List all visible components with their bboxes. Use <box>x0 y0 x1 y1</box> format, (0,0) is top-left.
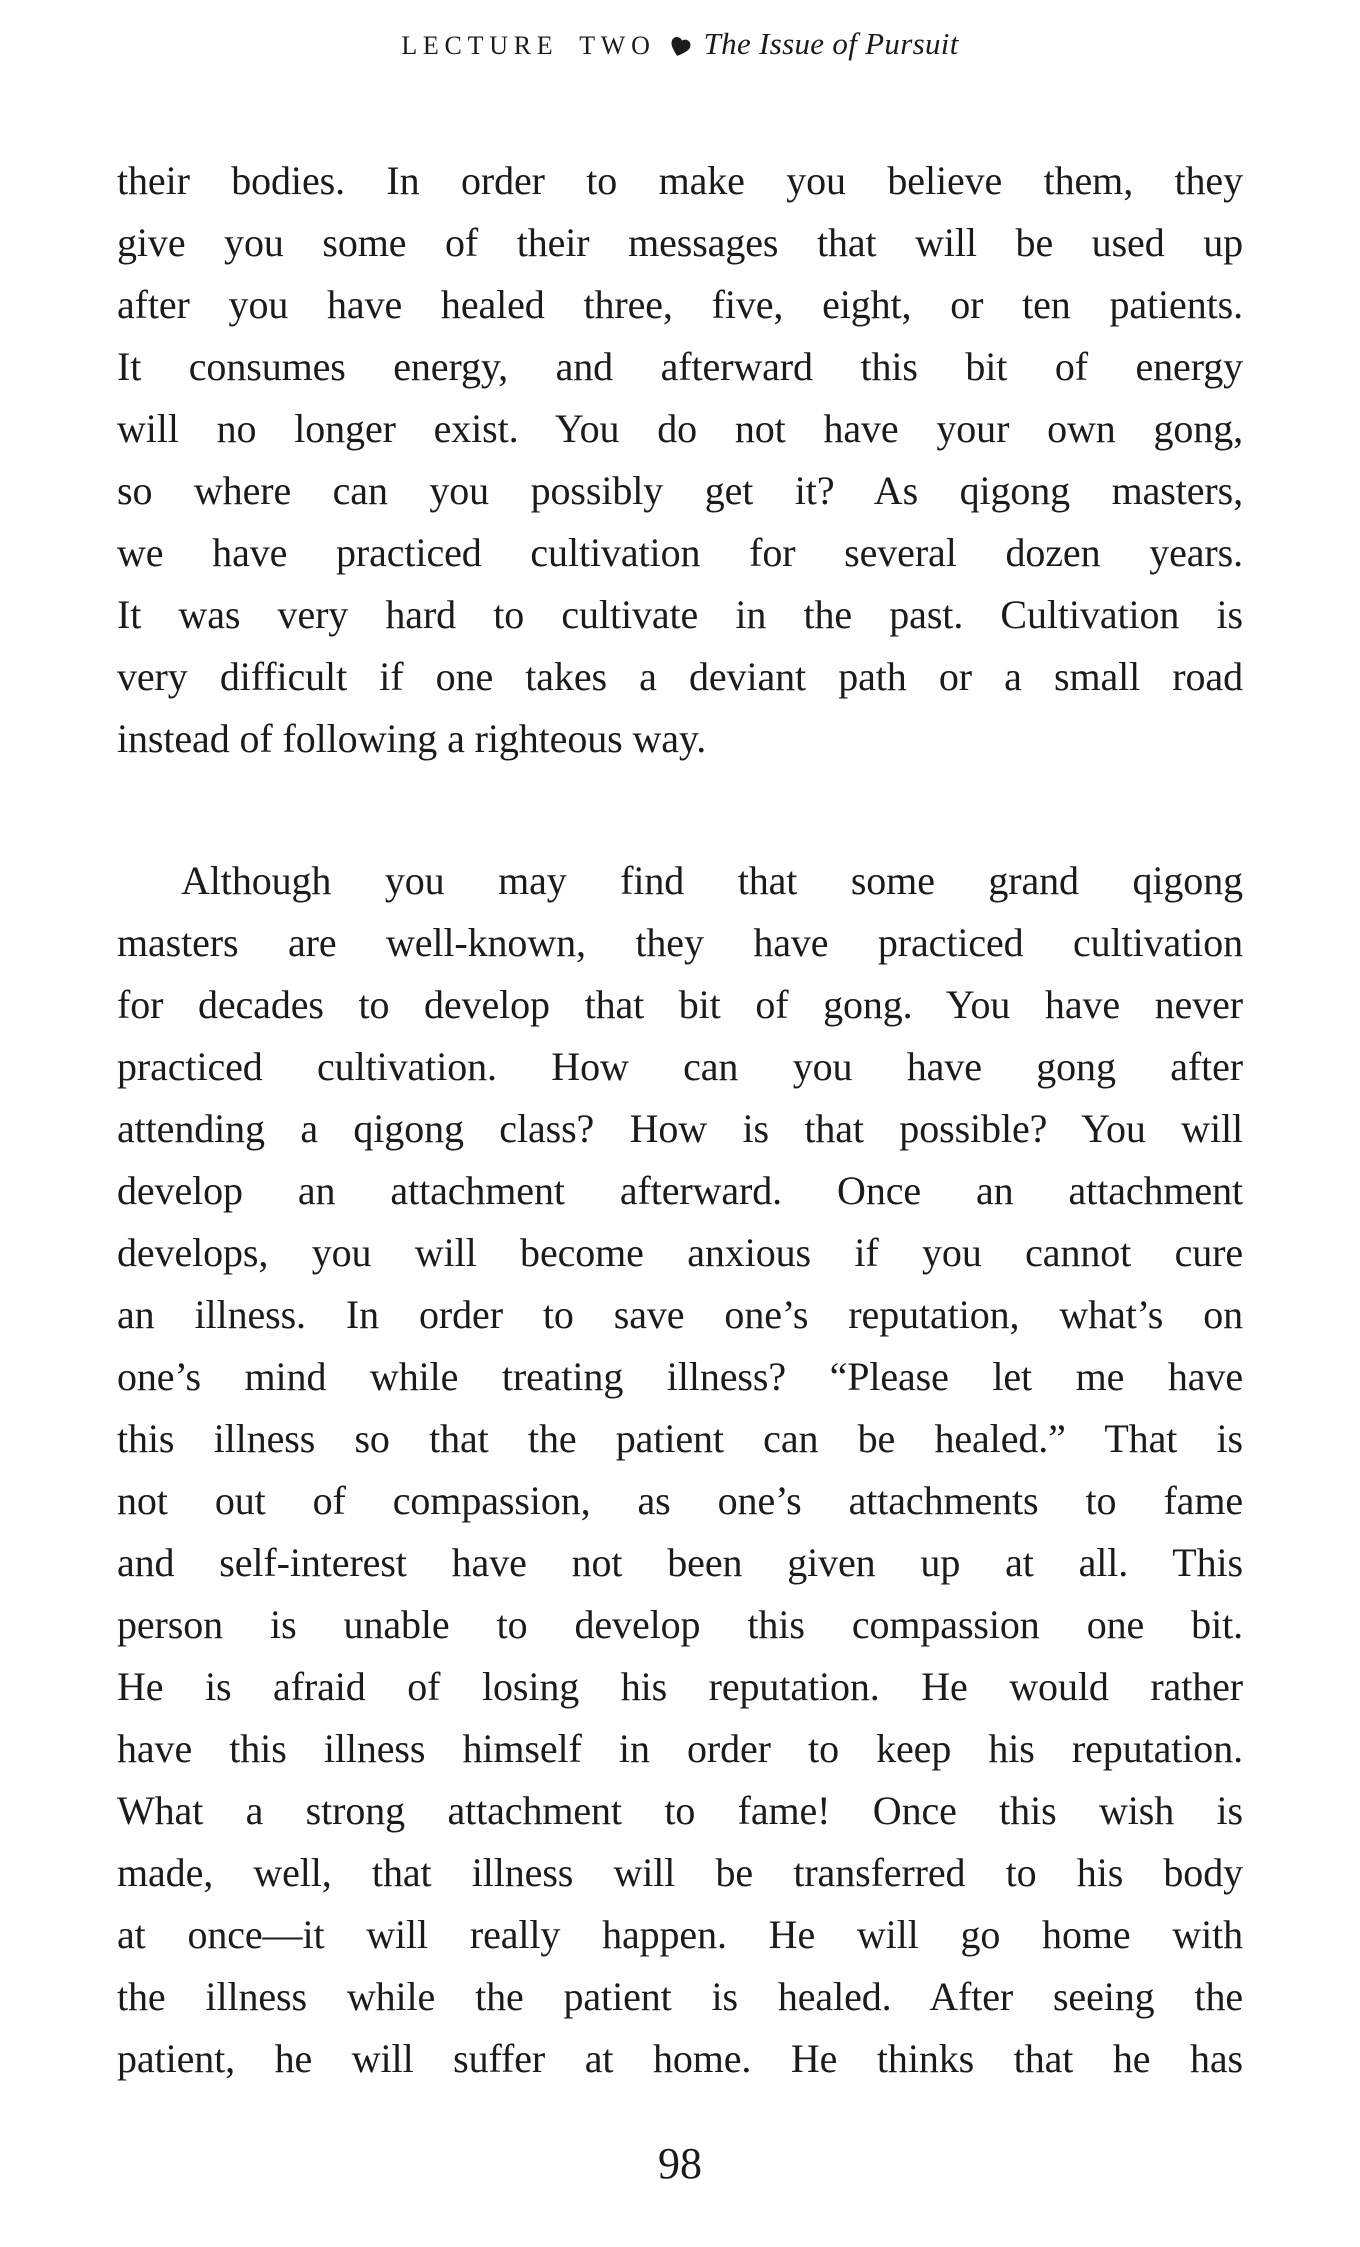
text-line: their bodies. In order to make you believe them, they <box>117 158 1243 203</box>
text-line: What a strong attachment to fame! Once this wish is <box>117 1788 1243 1833</box>
page-number: 98 <box>658 2139 702 2188</box>
text-line: at once—it will really happen. He will go home with <box>117 1912 1243 1957</box>
text-line: person is unable to develop this compassion one bit. <box>117 1602 1243 1647</box>
text-line: made, well, that illness will be transferred to his body <box>117 1850 1243 1895</box>
text-line: and self-interest have not been given up at all. This <box>117 1540 1243 1585</box>
text-line: will no longer exist. You do not have your own gong, <box>117 406 1243 451</box>
paragraph <box>117 150 1243 770</box>
body-text <box>117 150 1243 2090</box>
text-line: for decades to develop that bit of gong. You have never <box>117 982 1243 1027</box>
text-line: It was very hard to cultivate in the past. Cultivation is <box>117 592 1243 637</box>
text-line: we have practiced cultivation for several dozen years. <box>117 530 1243 575</box>
text-line: have this illness himself in order to keep his reputation. <box>117 1726 1243 1771</box>
text-line: masters are well-known, they have practiced cultivation <box>117 920 1243 965</box>
text-line: practiced cultivation. How can you have gong after <box>117 1044 1243 1089</box>
chapter-title: The Issue of Pursuit <box>703 26 959 61</box>
running-header <box>0 26 1360 62</box>
text-line: after you have healed three, five, eight, or ten patients. <box>117 282 1243 327</box>
text-line: It consumes energy, and afterward this bit of energy <box>117 344 1243 389</box>
text-line: patient, he will suffer at home. He thinks that he has <box>117 2036 1243 2081</box>
text-line: Although you may find that some grand qigong <box>181 858 1243 903</box>
text-line: the illness while the patient is healed. After seeing the <box>117 1974 1243 2019</box>
text-line: so where can you possibly get it? As qigong masters, <box>117 468 1243 513</box>
paragraph <box>117 850 1243 2090</box>
text-line: this illness so that the patient can be healed.” That is <box>117 1416 1243 1461</box>
leaf-fleuron-icon <box>669 36 691 58</box>
text-line: not out of compassion, as one’s attachments to fame <box>117 1478 1243 1523</box>
text-line: develops, you will become anxious if you cannot cure <box>117 1230 1243 1275</box>
text-line: very difficult if one takes a deviant path or a small road <box>117 654 1243 699</box>
text-line: develop an attachment afterward. Once an attachment <box>117 1168 1243 1213</box>
text-line: an illness. In order to save one’s reputation, what’s on <box>117 1292 1243 1337</box>
text-line: He is afraid of losing his reputation. He would rather <box>117 1664 1243 1709</box>
text-line: one’s mind while treating illness? “Please let me have <box>117 1354 1243 1399</box>
text-line: instead of following a righteous way. <box>117 716 707 761</box>
section-label: LECTURE TWO <box>401 31 656 60</box>
text-line: give you some of their messages that will be used up <box>117 220 1243 265</box>
text-line: attending a qigong class? How is that possible? You will <box>117 1106 1243 1151</box>
